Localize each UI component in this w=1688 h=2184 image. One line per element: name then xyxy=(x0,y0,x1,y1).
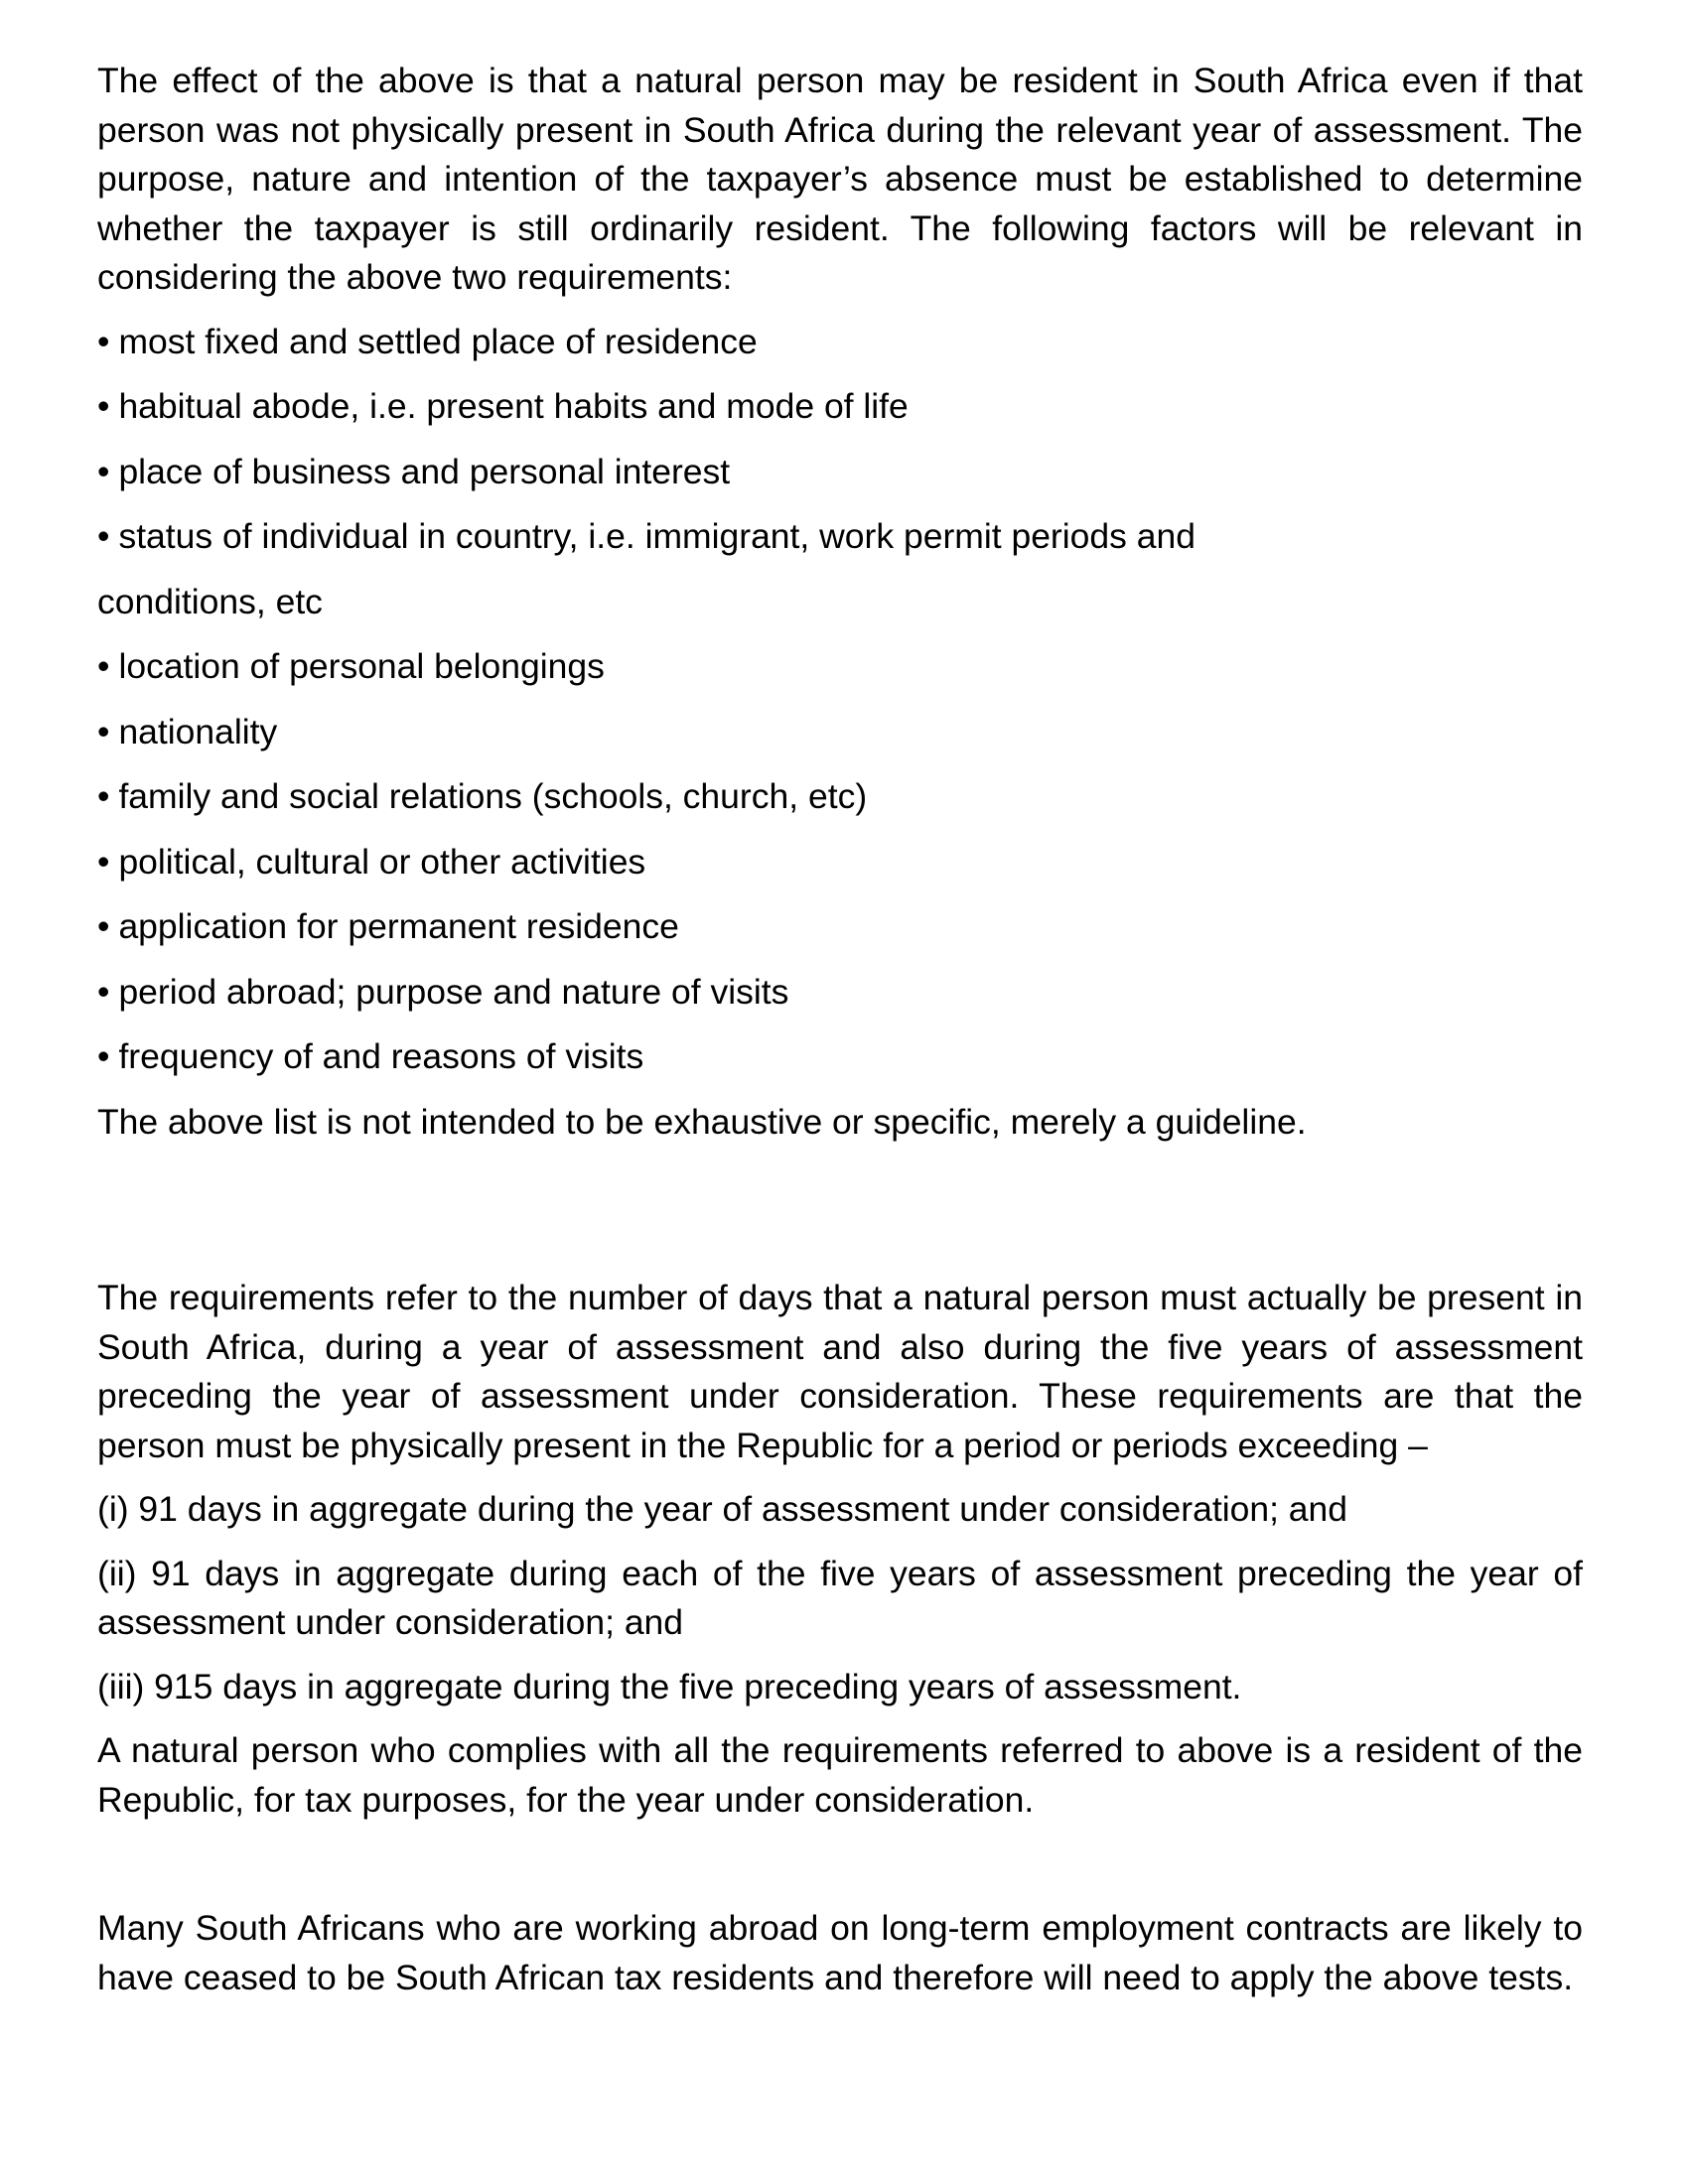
bullet-icon: • xyxy=(97,646,110,686)
text-line: (ii) 91 days in aggregate during each of the five years of assessment preceding the year of xyxy=(97,1553,1583,1593)
list-closing-note: The above list is not intended to be exhaustive or specific, merely a guideline. xyxy=(97,1101,1307,1142)
text-line: person was not physically present in South Africa during the relevant year of assessment. xyxy=(97,109,1511,150)
list-item-text: status of individual in country, i.e. immigrant, work permit periods and xyxy=(118,516,1196,556)
list-item-text: most fixed and settled place of residence xyxy=(118,321,758,361)
document-page xyxy=(97,57,1583,2002)
list-item xyxy=(97,448,1583,497)
text-line: preceding the year of assessment under consideration. These requirements are that the xyxy=(97,1376,1583,1416)
requirement-item-iii: (iii) 915 days in aggregate during the five preceding years of assessment. xyxy=(97,1666,1242,1706)
list-item-text: nationality xyxy=(118,711,278,751)
bullet-icon: • xyxy=(97,841,110,882)
abroad-paragraph xyxy=(97,1904,1583,2002)
text-line: the Republic, for tax purposes, for the year under consideration. xyxy=(97,1730,1583,1820)
text-line: The requirements refer to the number of days that a natural person must actually be present xyxy=(97,1278,1545,1317)
requirement-item-ii xyxy=(97,1550,1583,1648)
list-item-text: family and social relations (schools, church, etc) xyxy=(118,776,868,816)
list-item xyxy=(97,382,1583,432)
list-item-text: habitual abode, i.e. present habits and mode of life xyxy=(118,386,909,426)
list-item xyxy=(97,838,1583,887)
bullet-icon: • xyxy=(97,776,110,816)
list-item-continuation: conditions, etc xyxy=(97,581,323,621)
bullet-icon: • xyxy=(97,321,110,361)
bullet-icon: • xyxy=(97,906,110,946)
list-item-text: period abroad; purpose and nature of visits xyxy=(118,971,789,1012)
requirement-item-i: (i) 91 days in aggregate during the year of assessment under consideration; and xyxy=(97,1489,1348,1529)
list-item-text: political, cultural or other activities xyxy=(118,841,646,882)
text-line: A natural person who complies with all the requirements referred to above is a resident of xyxy=(97,1730,1522,1770)
list-item xyxy=(97,772,1583,822)
text-line: determine whether the taxpayer is still ordinarily resident. The following factors will be xyxy=(97,159,1584,248)
bullet-icon: • xyxy=(97,451,110,491)
list-item xyxy=(97,968,1583,1018)
list-item-text: frequency of and reasons of visits xyxy=(118,1036,644,1076)
intro-paragraph xyxy=(97,57,1583,303)
bullet-icon: • xyxy=(97,971,110,1012)
bullet-icon: • xyxy=(97,1036,110,1076)
factors-list xyxy=(97,318,1583,1082)
list-item xyxy=(97,902,1583,952)
text-line: The purpose, nature and intention of the taxpayer’s absence must be established to xyxy=(97,109,1583,199)
bullet-icon: • xyxy=(97,516,110,556)
text-line: person must be physically present in the Republic for a period or periods exceeding – xyxy=(97,1425,1428,1465)
list-item xyxy=(97,318,1583,367)
conclusion-paragraph xyxy=(97,1726,1583,1825)
text-line: relevant in considering the above two requirements: xyxy=(97,207,1583,297)
text-line: to have ceased to be South African tax residents and therefore will need to apply the above xyxy=(97,1908,1583,1997)
section-physical-presence xyxy=(97,1274,1583,1825)
text-line: in South Africa, during a year of assessment and also during the five years of assessment xyxy=(97,1278,1583,1367)
text-line: Many South Africans who are working abroad on long-term employment contracts are likely xyxy=(97,1908,1542,1948)
bullet-icon: • xyxy=(97,386,110,426)
text-line: The effect of the above is that a natural person may be resident in South Africa even if that xyxy=(97,61,1583,100)
list-item xyxy=(97,708,1583,757)
list-item xyxy=(97,642,1583,692)
text-line: assessment under consideration; and xyxy=(97,1602,684,1642)
bullet-icon: • xyxy=(97,711,110,751)
section-abroad-note xyxy=(97,1904,1583,2002)
list-item xyxy=(97,512,1583,562)
list-item-text: location of personal belongings xyxy=(118,646,605,686)
list-item xyxy=(97,1032,1583,1082)
list-item-text: application for permanent residence xyxy=(118,906,679,946)
text-line: tests. xyxy=(1488,1957,1574,1997)
list-item-text: place of business and personal interest xyxy=(118,451,731,491)
section-ordinary-residence xyxy=(97,57,1583,1147)
requirements-intro-paragraph xyxy=(97,1274,1583,1470)
